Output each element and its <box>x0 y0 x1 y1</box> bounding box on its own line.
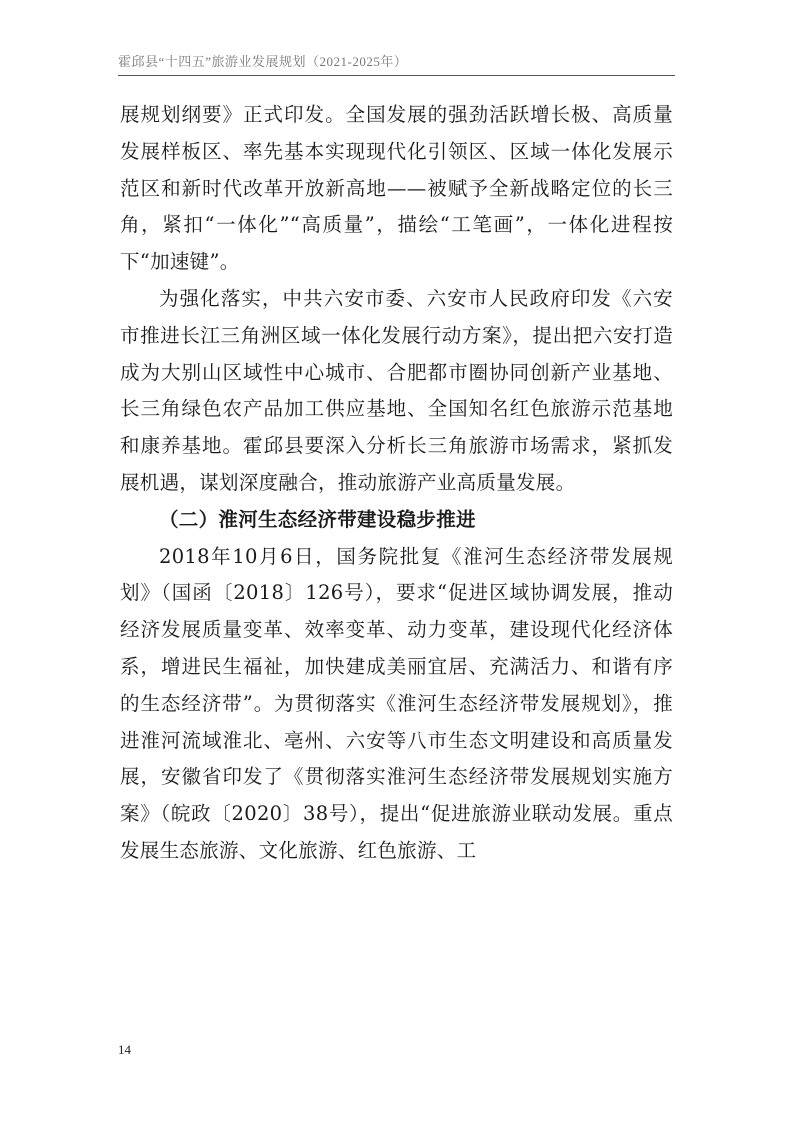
header-title: 霍邱县“十四五”旅游业发展规划（2021-2025年） <box>118 54 408 69</box>
page-number: 14 <box>118 1042 131 1057</box>
section-heading: （二）淮河生态经济带建设稳步推进 <box>159 507 476 531</box>
paragraph-liuan-action-plan: 为强化落实，中共六安市委、六安市人民政府印发《六安市推进长江三角洲区域一体化发展行动方案》，提出把六安打造成为大别山区域性中心城市、合肥都市圈协同创新产业基地、长三角绿色农产品加工供应基地、全国知名红色旅游示范基地和康养基地。霍邱县要深入分析长三角旅游市场需求，紧抓发展机遇，谋划深度融合，推动旅游产业高质量发展。 <box>120 286 673 494</box>
paragraph-huaihe-plan: 2018年10月6日，国务院批复《淮河生态经济带发展规划》（国函〔2018〕126号），要求“促进区域协调发展，推动经济发展质量变革、效率变革、动力变革，建设现代化经济体系，增进民生福祉，加快建成美丽宜居、充满活力、和谐有序的生态经济带”。为贯彻落实《淮河生态经济带发展规划》，推进淮河流域淮北、亳州、六安等八市生态文明建设和高质量发展，安徽省印发了《贯彻落实淮河生态经济带发展规划实施方案》（皖政〔2020〕38号），提出“促进旅游业联动发展。重点发展生态旅游、文化旅游、红色旅游、工 <box>120 544 673 862</box>
document-body <box>120 97 673 870</box>
paragraph-continuation: 展规划纲要》正式印发。全国发展的强劲活跃增长极、高质量发展样板区、率先基本实现现代化引领区、区域一体化发展示范区和新时代改革开放新高地——被赋予全新战略定位的长三角，紧扣“一体化”“高质量”，描绘“工笔画”，一体化进程按下“加速键”。 <box>120 103 673 274</box>
running-header <box>118 53 675 76</box>
